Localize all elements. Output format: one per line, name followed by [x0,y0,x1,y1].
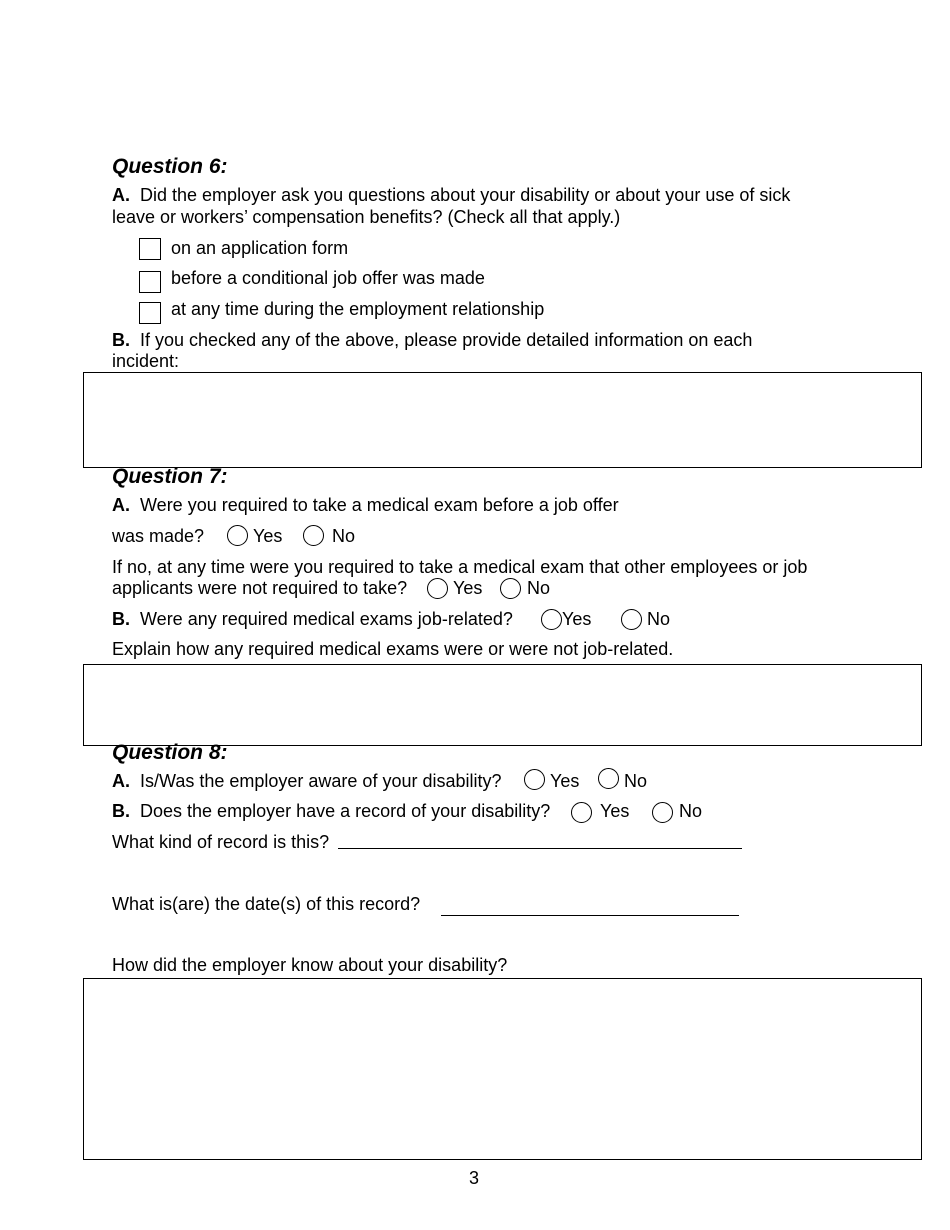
q7-b-line [112,609,513,630]
q8-a-no-radio[interactable] [598,768,619,789]
q8-b-yes-radio[interactable] [571,802,592,823]
q7-a-text-line1: Were you required to take a medical exam before a job offer [140,495,619,515]
checkbox-before-job-offer[interactable] [139,271,161,293]
q8-a-line [112,771,502,792]
q7-b-text: Were any required medical exams job-related? [140,609,513,629]
q8-b-label: B. [112,801,130,821]
checkbox-application-form[interactable] [139,238,161,260]
option-before-job-offer-label: before a conditional job offer was made [171,268,485,288]
q8-a-text: Is/Was the employer aware of your disability? [140,771,502,791]
q7-b-yes-label: Yes [562,609,592,629]
q8-record-kind-label: What kind of record is this? [112,832,330,852]
q8-b-no-radio[interactable] [652,802,673,823]
q8-how-know-prompt: How did the employer know about your disability? [112,955,508,975]
q7-explain-box[interactable] [83,664,922,746]
q7-b-no-label: No [647,609,671,629]
q8-record-kind-field[interactable] [338,848,742,849]
q6-a-text-line1: Did the employer ask you questions about your disability or about your use of sick [140,185,791,205]
q6-b-line1 [112,330,752,351]
question-7-heading: Question 7: [112,465,228,488]
q7-b-yes-radio[interactable] [541,609,562,630]
q7-a-yes-radio[interactable] [227,525,248,546]
q8-b-line [112,801,550,822]
q7-a-text-line2: was made? [112,526,205,546]
q6-a-text-line2: leave or workers’ compensation benefits? (Check all that apply.) [112,207,621,227]
checkbox-during-employment[interactable] [139,302,161,324]
page-number: 3 [469,1168,480,1188]
q8-a-label: A. [112,771,130,791]
q6-a-line1 [112,185,790,206]
question-6-heading: Question 6: [112,155,228,178]
q7-a-no-label: No [332,526,356,546]
q7-followup-line2: applicants were not required to take? [112,578,408,598]
q8-b-no-label: No [679,801,703,821]
q8-record-dates-field[interactable] [441,915,739,916]
question-8-heading: Question 8: [112,741,228,764]
q8-how-know-box[interactable] [83,978,922,1160]
q6-b-label: B. [112,330,130,350]
option-application-form-label: on an application form [171,238,349,258]
q8-a-no-label: No [624,771,648,791]
q8-b-yes-label: Yes [600,801,630,821]
option-during-employment-label: at any time during the employment relationship [171,299,545,319]
q7-followup-no-radio[interactable] [500,578,521,599]
q7-a-label: A. [112,495,130,515]
q6-b-text-line2: incident: [112,351,180,371]
q7-followup-yes-radio[interactable] [427,578,448,599]
q8-a-yes-radio[interactable] [524,769,545,790]
q6-a-label: A. [112,185,130,205]
q7-a-no-radio[interactable] [303,525,324,546]
q7-followup-yes-label: Yes [453,578,483,598]
q7-a-yes-label: Yes [253,526,283,546]
q7-explain-prompt: Explain how any required medical exams were or were not job-related. [112,639,674,659]
q8-a-yes-label: Yes [550,771,580,791]
q8-record-dates-label: What is(are) the date(s) of this record? [112,894,421,914]
q8-b-text: Does the employer have a record of your disability? [140,801,551,821]
q7-a-line1 [112,495,619,516]
q7-followup-no-label: No [527,578,551,598]
q7-b-no-radio[interactable] [621,609,642,630]
q7-followup-line1: If no, at any time were you required to take a medical exam that other employees or job [112,557,808,577]
q6-b-text-line1: If you checked any of the above, please provide detailed information on each [140,330,753,350]
q6-incident-details-box[interactable] [83,372,922,468]
q7-b-label: B. [112,609,130,629]
